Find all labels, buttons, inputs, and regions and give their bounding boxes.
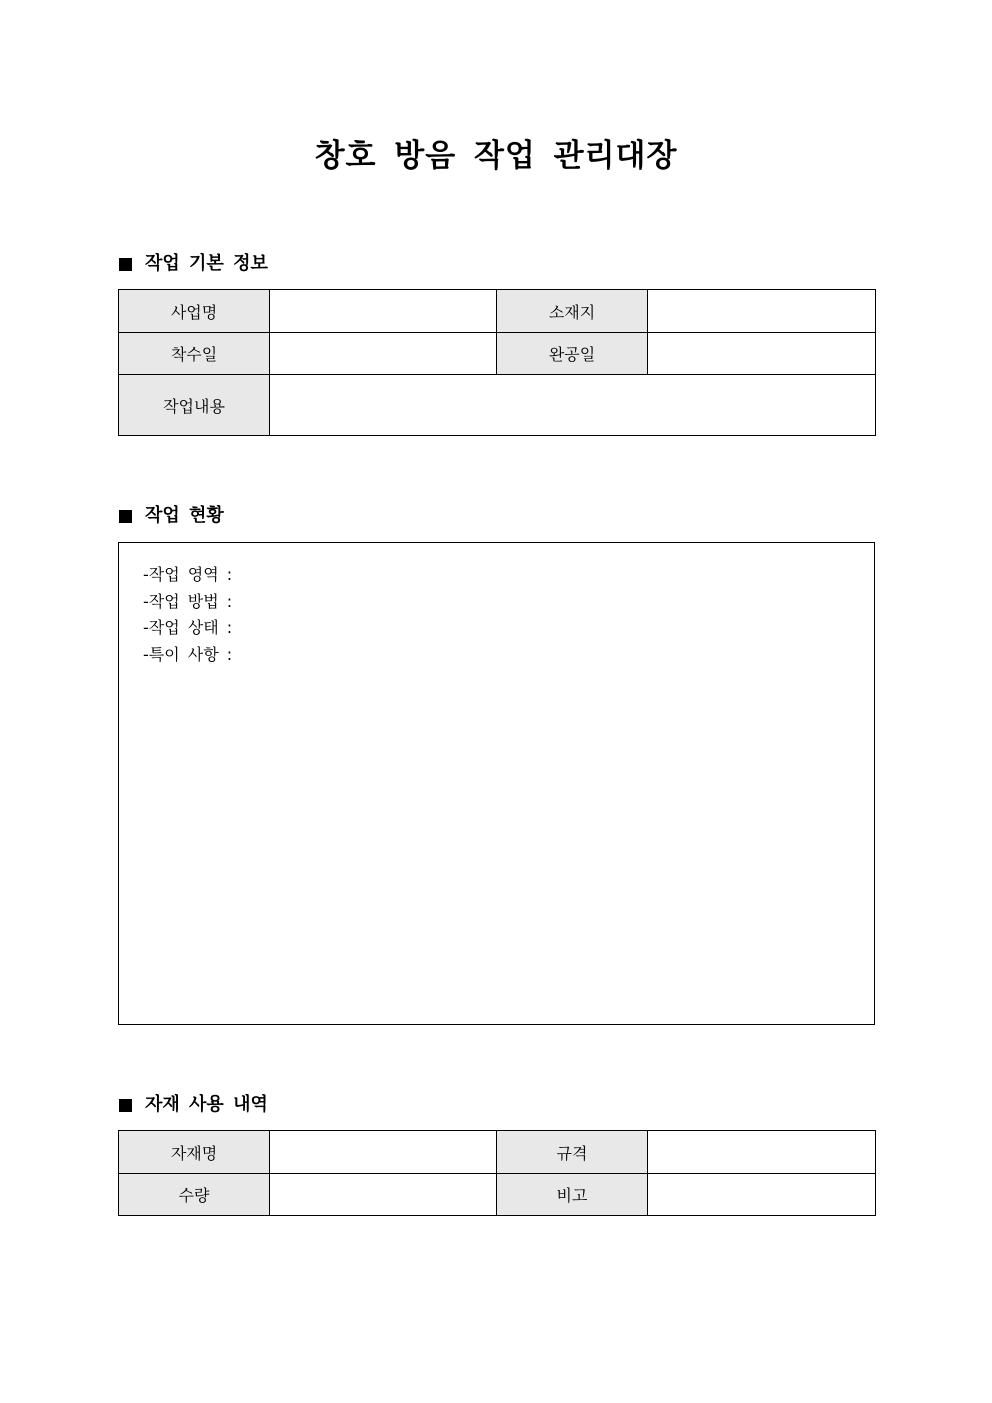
status-line-remarks: -특이 사항 : [143,645,233,665]
label-work-content: 작업내용 [119,375,270,436]
basic-info-table [118,289,876,436]
field-specification[interactable] [648,1131,876,1174]
field-remarks[interactable] [648,1174,876,1216]
label-project-name: 사업명 [119,290,270,333]
section-heading-label: 작업 현황 [145,505,224,526]
table-row [119,1174,876,1216]
field-start-date[interactable] [270,333,497,375]
table-row [119,1131,876,1174]
materials-table [118,1130,876,1216]
field-material-name[interactable] [270,1131,497,1174]
field-project-name[interactable] [270,290,497,333]
status-line-work-state: -작업 상태 : [143,618,233,638]
label-quantity: 수량 [119,1174,270,1216]
section-heading-label: 자재 사용 내역 [145,1094,268,1115]
document-title: 창호 방음 작업 관리대장 [314,138,678,174]
field-quantity[interactable] [270,1174,497,1216]
square-bullet-icon [119,1099,132,1112]
label-location: 소재지 [497,290,648,333]
status-list [143,562,232,669]
label-material-name: 자재명 [119,1131,270,1174]
field-location[interactable] [648,290,876,333]
field-completion-date[interactable] [648,333,876,375]
square-bullet-icon [119,258,132,271]
section-heading-label: 작업 기본 정보 [145,253,268,274]
status-line-work-area: -작업 영역 : [143,565,233,584]
label-start-date: 착수일 [119,333,270,375]
table-row [119,375,876,436]
section-heading-basic-info [119,252,268,276]
square-bullet-icon [119,510,132,523]
status-line-work-method: -작업 방법 : [143,591,233,611]
work-status-box[interactable] [118,542,875,1025]
label-remarks: 비고 [497,1174,648,1216]
label-completion-date: 완공일 [497,333,648,375]
label-specification: 규격 [497,1131,648,1174]
field-work-content[interactable] [270,375,876,436]
table-row [119,290,876,333]
section-heading-status [119,504,224,528]
table-row [119,333,876,375]
section-heading-materials [119,1093,268,1117]
